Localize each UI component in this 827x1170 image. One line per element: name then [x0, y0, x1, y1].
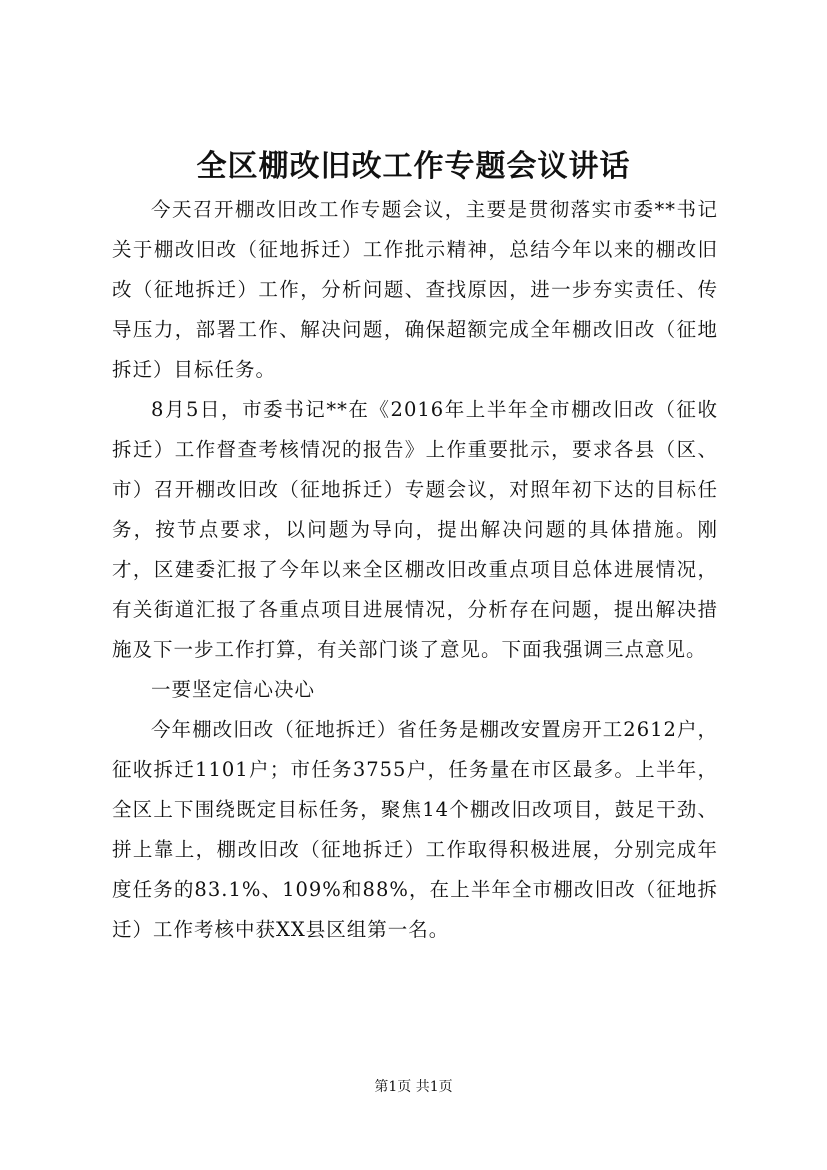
- paragraph-intro: 今天召开棚改旧改工作专题会议，主要是贯彻落实市委**书记关于棚改旧改（征地拆迁）工作批示精神，总结今年以来的棚改旧改（征地拆迁）工作，分析问题、查找原因，进一步夯实责任、传导压力，部署工作、解决问题，确保超额完成全年棚改旧改（征地拆迁）目标任务。: [112, 198, 718, 381]
- page-footer: 第1页 共1页: [374, 1079, 453, 1095]
- document-body: [112, 190, 718, 950]
- section-heading: 一要坚定信心决心: [151, 678, 316, 701]
- paragraph-instruction: 8月5日，市委书记**在《2016年上半年全市棚改旧改（征收拆迁）工作督查考核情况的报告》上作重要批示，要求各县（区、市）召开棚改旧改（征地拆迁）专题会议，对照年初下达的目标任务，按节点要求，以问题为导向，提出解决问题的具体措施。刚才，区建委汇报了今年以来全区棚改旧改重点项目总体进展情况，有关街道汇报了各重点项目进展情况，分析存在问题，提出解决措施及下一步工作打算，有关部门谈了意见。下面我强调三点意见。: [112, 398, 718, 661]
- paragraph-progress: 今年棚改旧改（征地拆迁）省任务是棚改安置房开工2612户，征收拆迁1101户；市任务3755户，任务量在市区最多。上半年，全区上下围绕既定目标任务，聚焦14个棚改旧改项目，鼓足干劲、拼上靠上，棚改旧改（征地拆迁）工作取得积极进展，分别完成年度任务的83.1%、109%和88%，在上半年全市棚改旧改（征地拆迁）工作考核中获XX县区组第一名。: [112, 718, 718, 941]
- document-title: 全区棚改旧改工作专题会议讲话: [196, 149, 631, 184]
